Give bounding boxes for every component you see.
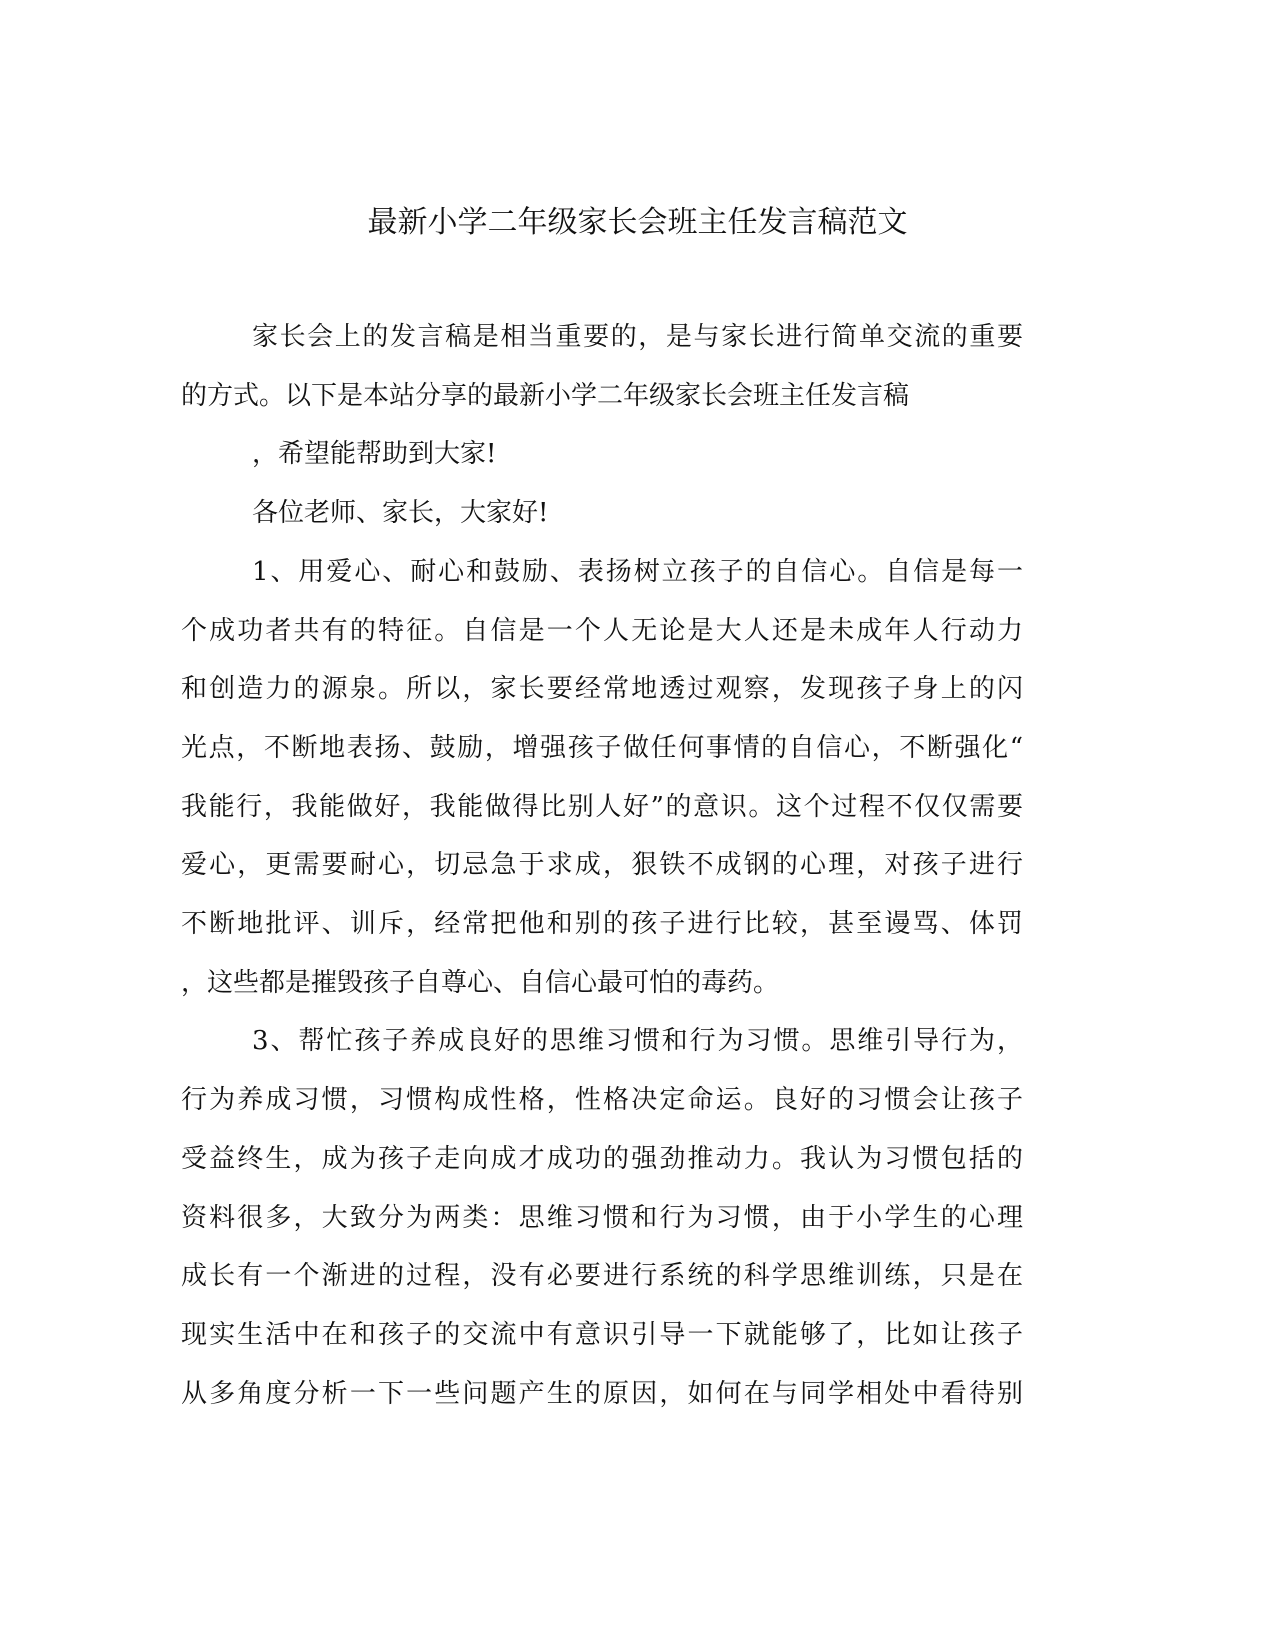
paragraph-line: 不断地批评、训斥，经常把他和别的孩子进行比较，甚至谩骂、体罚 bbox=[181, 909, 1023, 939]
paragraph-line: 光点，不断地表扬、鼓励，增强孩子做任何事情的自信心，不断强化“ bbox=[181, 732, 1023, 763]
paragraph-line: 和创造力的源泉。所以，家长要经常地透过观察，发现孩子身上的闪 bbox=[181, 674, 1023, 705]
paragraph-line: 现实生活中在和孩子的交流中有意识引导一下就能够了，比如让孩子 bbox=[181, 1319, 1023, 1350]
paragraph-line: 受益终生，成为孩子走向成才成功的强劲推动力。我认为习惯包括的 bbox=[181, 1143, 1023, 1174]
paragraph-line: 的方式。以下是本站分享的最新小学二年级家长会班主任发言稿 bbox=[181, 380, 910, 411]
paragraph-line: ，这些都是摧毁孩子自尊心、自信心最可怕的毒药。 bbox=[181, 967, 780, 998]
paragraph-line: 各位老师、家长，大家好! bbox=[252, 498, 549, 529]
paragraph-line: 爱心，更需要耐心，切忌急于求成，狠铁不成钢的心理，对孩子进行 bbox=[181, 850, 1023, 881]
paragraph-line: 个成功者共有的特征。自信是一个人无论是大人还是未成年人行动力 bbox=[181, 615, 1023, 646]
paragraph-line: 家长会上的发言稿是相当重要的，是与家长进行简单交流的重要 bbox=[252, 322, 1023, 352]
paragraph-line: 资料很多，大致分为两类：思维习惯和行为习惯，由于小学生的心理 bbox=[181, 1202, 1023, 1233]
paragraph-line: 1、用爱心、耐心和鼓励、表扬树立孩子的自信心。自信是每一 bbox=[252, 556, 1023, 587]
document-title: 最新小学二年级家长会班主任发言稿范文 bbox=[367, 205, 908, 240]
paragraph-line: 成长有一个渐进的过程，没有必要进行系统的科学思维训练，只是在 bbox=[181, 1261, 1023, 1292]
paragraph-line: 我能行，我能做好，我能做得比别人好”的意识。这个过程不仅仅需要 bbox=[181, 791, 1023, 822]
paragraph-line: ，希望能帮助到大家! bbox=[252, 439, 497, 470]
paragraph-line: 从多角度分析一下一些问题产生的原因，如何在与同学相处中看待别 bbox=[181, 1378, 1023, 1409]
paragraph-line: 3、帮忙孩子养成良好的思维习惯和行为习惯。思维引导行为， bbox=[252, 1026, 1023, 1057]
paragraph-line: 行为养成习惯，习惯构成性格，性格决定命运。良好的习惯会让孩子 bbox=[181, 1085, 1023, 1116]
